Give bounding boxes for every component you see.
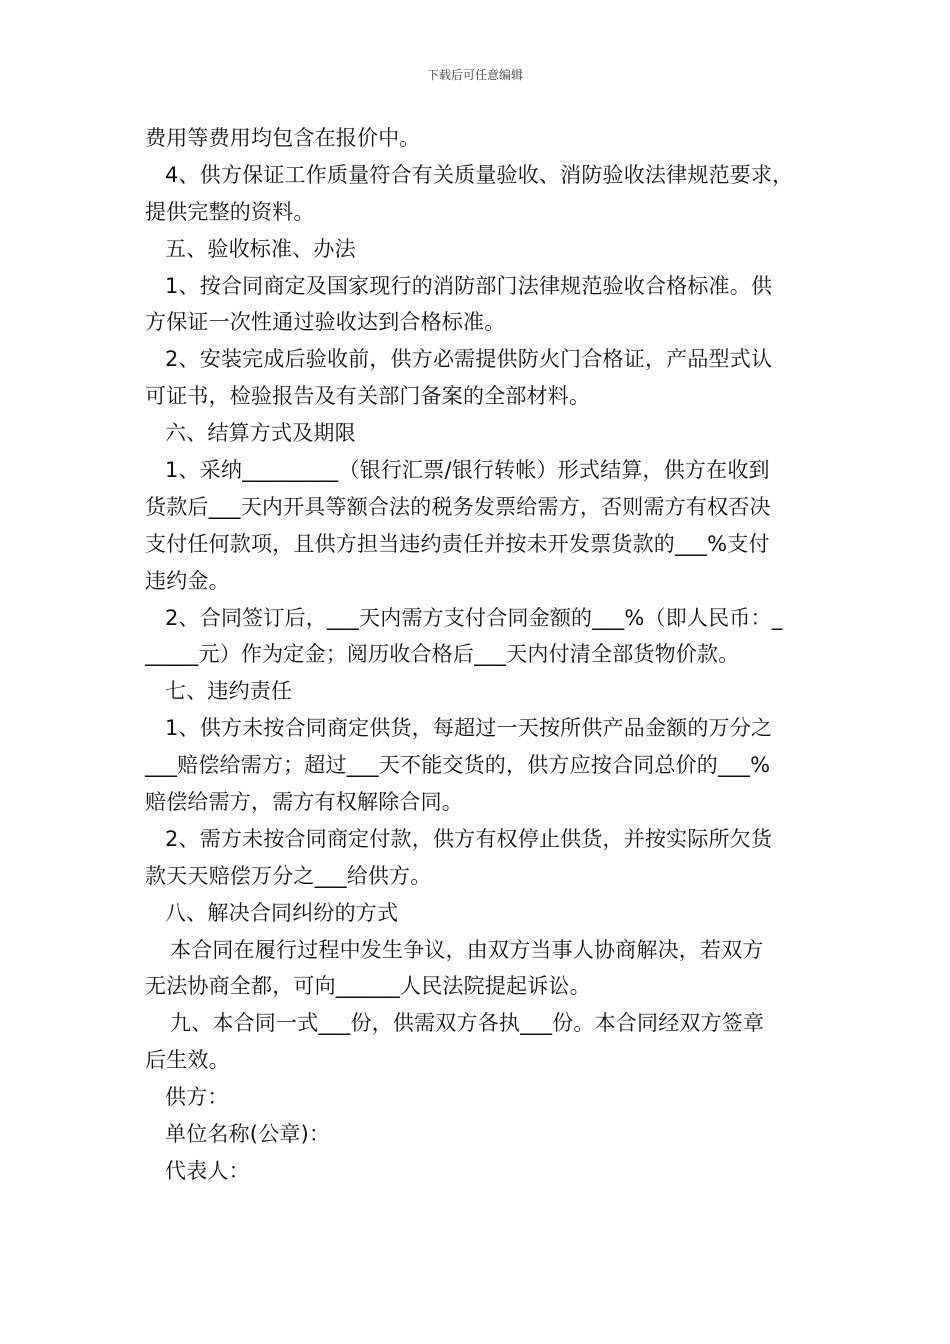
- paragraph-line: 货款后___天内开具等额合法的税务发票给需方，否则需方有权否决: [145, 494, 771, 519]
- section-heading-liability: 七、违约责任: [165, 679, 293, 704]
- clause-4-line: 4、供方保证工作质量符合有关质量验收、消防验收法律规范要求，: [165, 162, 794, 187]
- paragraph-line: 无法协商全都，可向______人民法院提起诉讼。: [145, 974, 591, 999]
- paragraph-line: 方保证一次性通过验收达到合格标准。: [145, 310, 506, 335]
- clause-line: 1、采纳_________（银行汇票/银行转帐）形式结算，供方在收到: [165, 458, 770, 483]
- clause-line: 2、需方未按合同商定付款，供方有权停止供货，并按实际所欠货: [165, 826, 773, 851]
- paragraph-line: 款天天赔偿万分之___给供方。: [145, 863, 432, 888]
- paragraph-line: 后生效。: [145, 1048, 230, 1073]
- paragraph-line: 本合同在履行过程中发生争议，由双方当事人协商解决，若双方: [170, 937, 764, 962]
- clause-line: 2、合同签订后，___天内需方支付合同金额的___%（即人民币：_: [165, 605, 783, 630]
- clause-line: 1、供方未按合同商定供货，每超过一天按所供产品金额的万分之: [165, 716, 773, 741]
- section-heading-acceptance: 五、验收标准、办法: [165, 236, 356, 261]
- clause-line: 2、安装完成后验收前，供方必需提供防火门合格证，产品型式认: [165, 347, 773, 372]
- contract-body: [145, 120, 817, 1190]
- paragraph-line: 违约金。: [145, 568, 230, 593]
- paragraph-line: 九、本合同一式___份，供需双方各执___份。本合同经双方签章: [170, 1011, 765, 1036]
- signature-company-label: 单位名称(公章)：: [165, 1122, 331, 1147]
- paragraph-line: _____元）作为定金；阅历收合格后___天内付清全部货物价款。: [145, 642, 740, 667]
- paragraph-line: 可证书，检验报告及有关部门备案的全部材料。: [145, 384, 591, 409]
- paragraph-line: ___赔偿给需方；超过___天不能交货的，供方应按合同总价的___%: [145, 753, 771, 778]
- signature-supplier-label: 供方：: [165, 1085, 229, 1110]
- page-header-note: 下载后可任意编辑: [426, 68, 523, 82]
- section-heading-disputes: 八、解决合同纠纷的方式: [165, 900, 399, 925]
- paragraph-line: 赔偿给需方，需方有权解除合同。: [145, 790, 463, 815]
- clause-line: 1、按合同商定及国家现行的消防部门法律规范验收合格标准。供: [165, 273, 773, 298]
- paragraph-line: 费用等费用均包含在报价中。: [145, 126, 421, 150]
- paragraph-line: 支付任何款项，且供方担当违约责任并按未开发票货款的___%支付: [145, 531, 770, 556]
- paragraph-line: 提供完整的资料。: [145, 199, 315, 224]
- signature-representative-label: 代表人：: [165, 1158, 250, 1183]
- section-heading-settlement: 六、结算方式及期限: [165, 421, 356, 446]
